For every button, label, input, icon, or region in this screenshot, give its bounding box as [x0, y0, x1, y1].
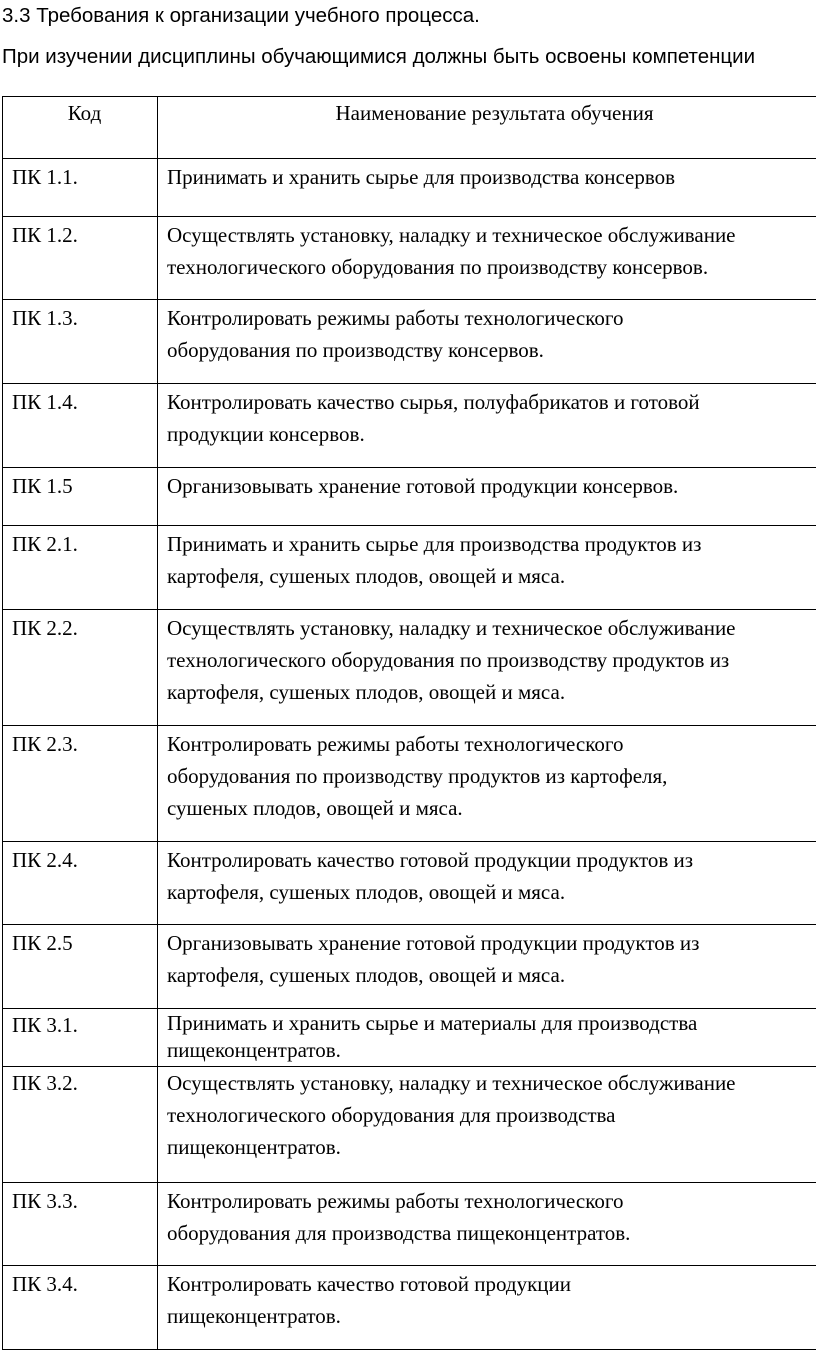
table-row — [3, 300, 816, 384]
table-row — [3, 159, 816, 217]
intro-paragraph: При изучении дисциплины обучающимися должны быть освоены компетенции — [2, 45, 756, 68]
row-result-cell — [158, 842, 816, 925]
row-code-cell — [3, 842, 158, 925]
row-result-cell — [158, 468, 816, 526]
header-code — [3, 97, 158, 159]
table-row — [3, 925, 816, 1009]
table-row — [3, 842, 816, 925]
table-row — [3, 1266, 816, 1350]
header-code-label: Код — [67, 101, 102, 125]
table-row — [3, 1183, 816, 1266]
row-result-cell — [158, 159, 816, 217]
row-code: ПК 2.1. — [12, 532, 78, 556]
row-code-cell — [3, 610, 158, 726]
row-code-cell — [3, 1009, 158, 1067]
row-result: Принимать и хранить сырье для производства консервов — [167, 165, 676, 189]
row-code-cell — [3, 726, 158, 842]
row-code: ПК 1.5 — [12, 474, 73, 498]
row-code: ПК 2.2. — [12, 616, 78, 640]
row-code-cell — [3, 1183, 158, 1266]
row-result: Контролировать качество готовой продукции продуктов из картофеля, сушеных плодов, овощей и мяса. — [167, 848, 694, 904]
row-code: ПК 1.3. — [12, 306, 78, 330]
table-row — [3, 526, 816, 610]
row-result-cell — [158, 1266, 816, 1350]
row-result-cell — [158, 217, 816, 300]
row-result-cell — [158, 526, 816, 610]
row-code-cell — [3, 526, 158, 610]
table-row — [3, 1009, 816, 1067]
row-code-cell — [3, 925, 158, 1009]
table-row — [3, 1067, 816, 1183]
row-result: Осуществлять установку, наладку и техническое обслуживание технологического оборудования по производству продуктов из картофеля, сушеных плодов, овощей и мяса. — [167, 616, 736, 704]
row-result: Осуществлять установку, наладку и техническое обслуживание технологического оборудования для производства пищеконцентратов. — [167, 1071, 736, 1159]
row-code: ПК 3.1. — [12, 1013, 78, 1037]
header-result-label: Наименование результата обучения — [335, 101, 654, 125]
row-result-cell — [158, 610, 816, 726]
row-result: Контролировать режимы работы технологического оборудования по производству продуктов из картофеля, сушеных плодов, овощей и мяса. — [167, 732, 668, 820]
row-result: Контролировать режимы работы технологического оборудования по производству консервов. — [167, 306, 624, 362]
competencies-table — [2, 96, 816, 1350]
row-result: Контролировать качество готовой продукции пищеконцентратов. — [167, 1272, 571, 1328]
row-code: ПК 3.4. — [12, 1272, 78, 1296]
row-code-cell — [3, 159, 158, 217]
row-code: ПК 1.2. — [12, 223, 78, 247]
row-result-cell — [158, 1009, 816, 1067]
row-code-cell — [3, 217, 158, 300]
table-row — [3, 726, 816, 842]
row-code-cell — [3, 1266, 158, 1350]
row-result-cell — [158, 726, 816, 842]
row-code-cell — [3, 1067, 158, 1183]
section-heading: 3.3 Требования к организации учебного процесса. — [2, 4, 480, 27]
row-code: ПК 1.1. — [12, 165, 78, 189]
row-result-cell — [158, 925, 816, 1009]
table-row — [3, 217, 816, 300]
row-code: ПК 3.2. — [12, 1071, 78, 1095]
row-result: Организовывать хранение готовой продукции консервов. — [167, 474, 679, 498]
row-code-cell — [3, 468, 158, 526]
row-code: ПК 2.5 — [12, 931, 73, 955]
row-code: ПК 1.4. — [12, 390, 78, 414]
row-code: ПК 2.4. — [12, 848, 78, 872]
row-result: Контролировать качество сырья, полуфабрикатов и готовой продукции консервов. — [167, 390, 700, 446]
row-code: ПК 2.3. — [12, 732, 78, 756]
row-result-cell — [158, 300, 816, 384]
row-code-cell — [3, 300, 158, 384]
table-row — [3, 468, 816, 526]
row-result-cell — [158, 1067, 816, 1183]
row-result: Осуществлять установку, наладку и техническое обслуживание технологического оборудования по производству консервов. — [167, 223, 736, 279]
table-row — [3, 384, 816, 468]
header-result — [158, 97, 816, 159]
row-result-cell — [158, 1183, 816, 1266]
table-header-row — [3, 97, 816, 159]
row-result: Организовывать хранение готовой продукции продуктов из картофеля, сушеных плодов, овощей и мяса. — [167, 931, 700, 987]
row-code: ПК 3.3. — [12, 1189, 78, 1213]
row-result: Принимать и хранить сырье и материалы для производства пищеконцентратов. — [167, 1011, 698, 1062]
row-result: Принимать и хранить сырье для производства продуктов из картофеля, сушеных плодов, овощей и мяса. — [167, 532, 702, 588]
row-result-cell — [158, 384, 816, 468]
row-result: Контролировать режимы работы технологического оборудования для производства пищеконцентратов. — [167, 1189, 631, 1245]
row-code-cell — [3, 384, 158, 468]
table-row — [3, 610, 816, 726]
